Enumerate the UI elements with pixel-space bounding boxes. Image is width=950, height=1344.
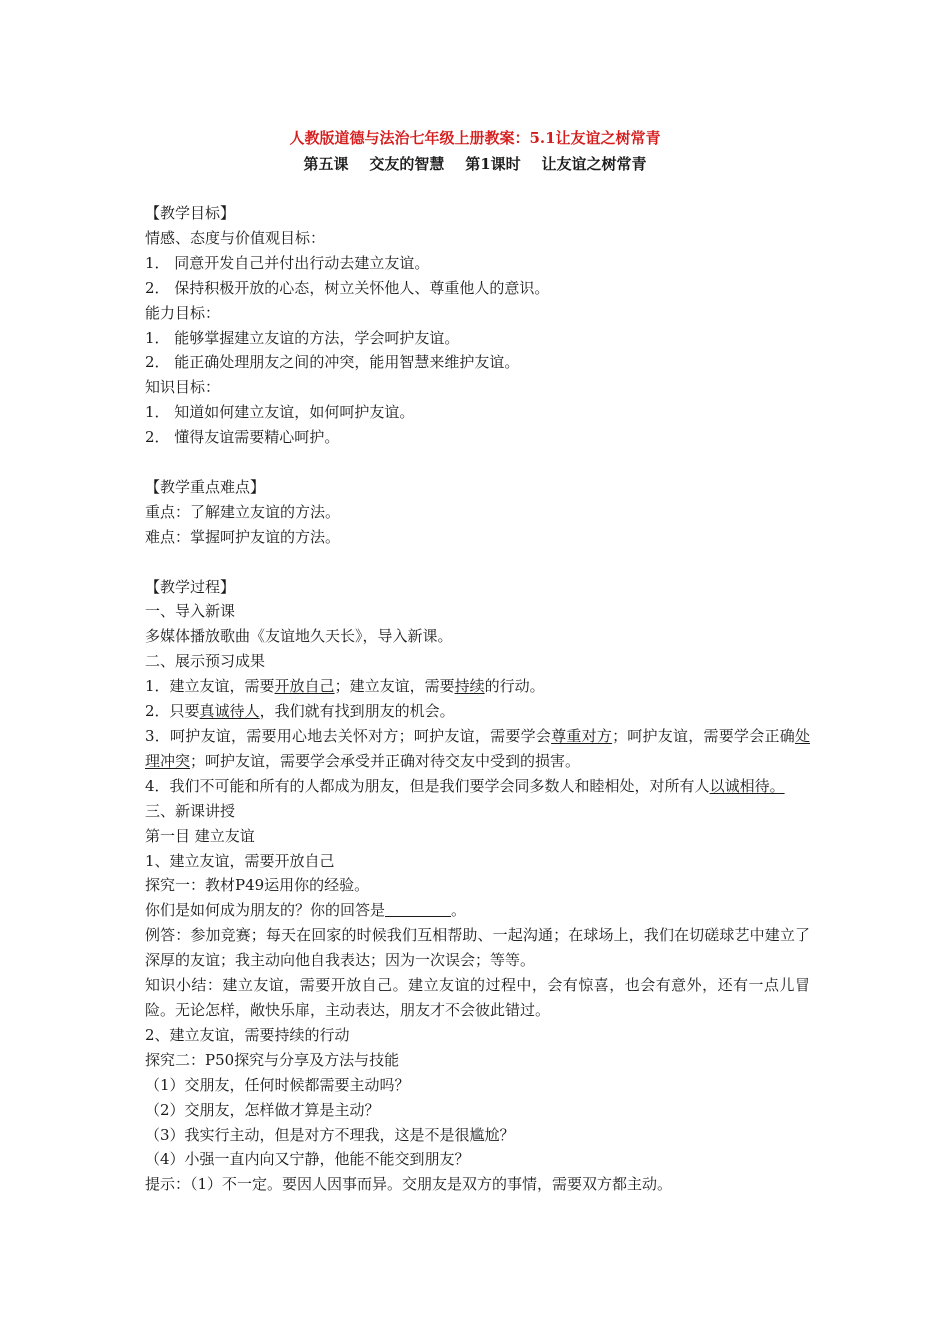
ability-item-2: 2． 能正确处理朋友之间的冲突，能用智慧来维护友谊。 — [145, 353, 520, 372]
hint-text: 提示：（1）不一定。要因人因事而异。交朋友是双方的事情，需要双方都主动。 — [145, 1175, 673, 1194]
example-answer: 例答：参加竞赛；每天在回家的时候我们互相帮助、一起沟通；在球场上，我们在切磋球艺中建立了深厚的友谊；我主动向他自我表达；因为一次误会；等等。 — [145, 926, 810, 970]
ability-item-1: 1． 能够掌握建立友谊的方法，学会呵护友谊。 — [145, 328, 460, 347]
goals-heading: 【教学目标】 — [145, 204, 236, 222]
exploration-2: 探究二：P50探究与分享及方法与技能 — [145, 1050, 400, 1069]
document-title: 人教版道德与法治七年级上册教案：5.1让友谊之树常青 — [289, 129, 661, 147]
section-1-title: 一、导入新课 — [145, 602, 236, 621]
focus-point: 重点：了解建立友谊的方法。 — [145, 502, 341, 521]
knowledge-item-1: 1． 知道如何建立友谊，如何呵护友谊。 — [145, 403, 415, 422]
underlined-answer: 处理冲突 — [145, 727, 810, 770]
knowledge-summary: 知识小结：建立友谊，需要开放自己。建立友谊的过程中，会有惊喜，也会有意外，还有一点儿冒险。无论怎样，敞快乐扉，主动表达，朋友才不会彼此错过。 — [145, 976, 810, 1019]
answer-blank — [385, 900, 451, 917]
item-1-title: 第一目 建立友谊 — [145, 826, 255, 845]
question-4: （4）小强一直内向又宁静，他能不能交到朋友？ — [145, 1150, 470, 1169]
knowledge-item-2: 2． 懂得友谊需要精心呵护。 — [145, 428, 340, 447]
spacer — [145, 450, 810, 475]
emotion-label: 情感、态度与价值观目标： — [145, 228, 326, 247]
exploration-1: 探究一：教材P49运用你的经验。 — [145, 876, 370, 895]
question-line: 你们是如何成为朋友的？你的回答是 。 — [145, 901, 467, 920]
underlined-answer: 开放自己 — [274, 677, 335, 696]
section-1-text: 多媒体播放歌曲《友谊地久天长》，导入新课。 — [145, 627, 453, 646]
underlined-answer: 真诚待人 — [199, 702, 260, 721]
preview-item-4: 4．我们不可能和所有的人都成为朋友，但是我们要学会同多数人和睦相处，对所有人以诚相待。 — [145, 776, 785, 795]
question-3: （3）我实行主动，但是对方不理我，这是不是很尴尬？ — [145, 1125, 515, 1144]
underlined-answer: 持续 — [454, 677, 485, 696]
preview-item-2: 2．只要真诚待人，我们就有找到朋友的机会。 — [145, 702, 455, 721]
process-heading: 【教学过程】 — [145, 577, 236, 596]
section-2-title: 二、展示预习成果 — [145, 652, 266, 671]
emotion-item-2: 2． 保持积极开放的心态，树立关怀他人、尊重他人的意识。 — [145, 278, 550, 297]
document-body — [145, 201, 810, 1197]
underlined-answer: 以诚相待。 — [709, 776, 785, 795]
subsection-1-title: 1、建立友谊，需要开放自己 — [145, 851, 335, 870]
subsection-2-title: 2、建立友谊，需要持续的行动 — [145, 1025, 350, 1044]
ability-label: 能力目标： — [145, 303, 221, 322]
question-1: （1）交朋友，任何时候都需要主动吗？ — [145, 1075, 410, 1094]
section-3-title: 三、新课讲授 — [145, 801, 236, 820]
knowledge-label: 知识目标： — [145, 378, 221, 397]
underlined-answer: 尊重对方 — [551, 727, 613, 745]
difficulty-point: 难点：掌握呵护友谊的方法。 — [145, 527, 341, 546]
preview-item-3: 3．呵护友谊，需要用心地去关怀对方；呵护友谊，需要学会尊重对方；呵护友谊，需要学会正确处理冲突；呵护友谊，需要学会承受并正确对待交友中受到的损害。 — [145, 727, 810, 770]
spacer — [145, 550, 810, 575]
preview-item-1: 1．建立友谊，需要开放自己；建立友谊，需要持续的行动。 — [145, 677, 545, 696]
question-2: （2）交朋友，怎样做才算是主动？ — [145, 1100, 380, 1119]
emotion-item-1: 1． 同意开发自己并付出行动去建立友谊。 — [145, 253, 430, 272]
key-points-heading: 【教学重点难点】 — [145, 477, 266, 496]
lesson-subtitle: 第五课 交友的智慧 第1课时 让友谊之树常青 — [303, 155, 647, 173]
